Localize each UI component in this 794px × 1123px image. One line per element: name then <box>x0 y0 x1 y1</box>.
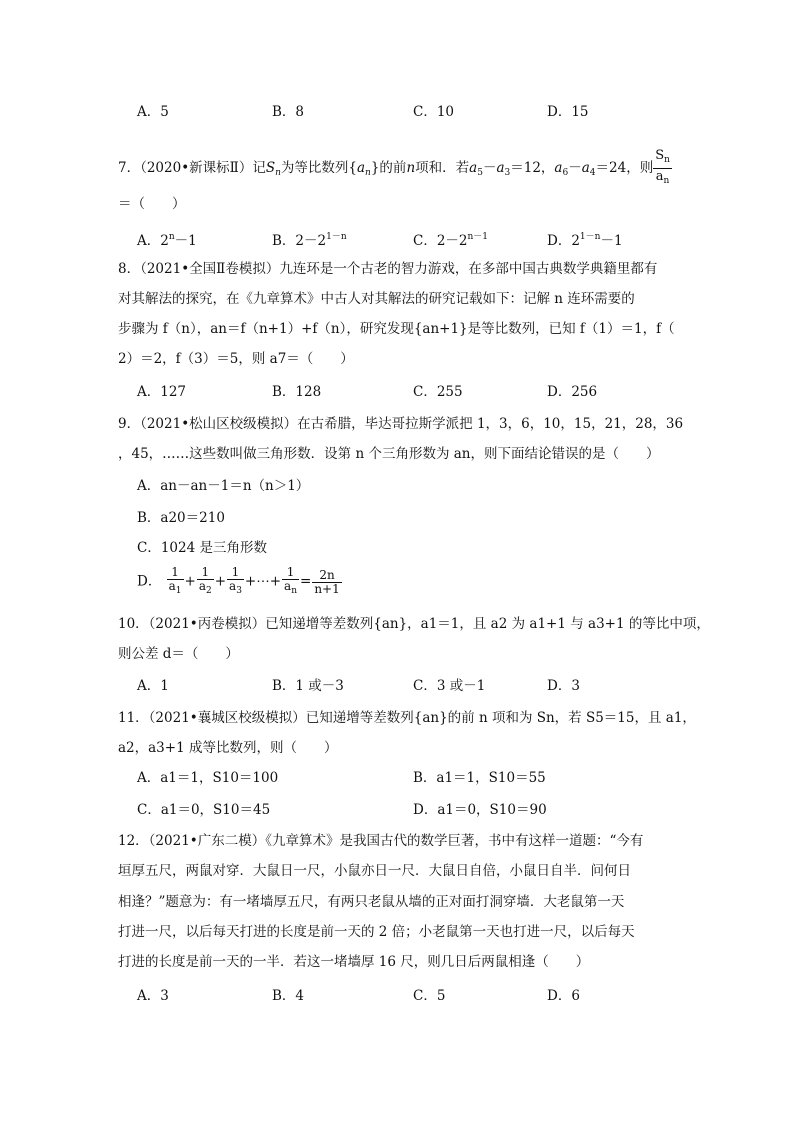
q12-stem-line5: 打进的长度是前一天的一半．若这一堵墙厚 16 尺，则几日后两鼠相逢（ ） <box>118 954 590 970</box>
question-number: 7． <box>118 160 141 176</box>
exponent: 1－n <box>326 232 347 242</box>
text: ＝12， <box>510 160 555 176</box>
q8-option-c[interactable]: C．255 <box>413 384 463 400</box>
q7-option-a[interactable] <box>137 227 197 251</box>
text: ＝24，则 <box>595 160 654 176</box>
q8-stem-line4: 2）＝2，f（3）＝5，则 a7＝（ ） <box>118 351 354 367</box>
fraction-1-over-a1: $\frac{1}{a_1}$ <box>168 565 182 596</box>
exponent: n－1 <box>467 232 489 242</box>
text: B．2－2 <box>272 233 327 249</box>
q9-option-d[interactable]: D． $\frac{1}{a_1}$ + $\frac{1}{a_2}$ + $\frac{1}{a_3}$ +⋯+ $\frac{1}{a_n}$ = $\frac{2n}{n+1}$ <box>137 565 340 596</box>
fraction-denominator: a <box>655 169 664 184</box>
option-label: D． <box>137 573 162 590</box>
text: D．2 <box>547 233 580 249</box>
fraction-1-over-a3: $\frac{1}{a_3}$ <box>229 565 242 596</box>
text: 项和．若 <box>415 160 470 176</box>
q9-option-c[interactable]: C．1024 是三角形数 <box>137 540 267 556</box>
q12-stem-line4: 打进一尺，以后每天打进的长度是前一天的 2 倍；小老鼠第一天也打进一尺，以后每天 <box>118 924 635 940</box>
fraction-1-over-an: $\frac{1}{a_n}$ <box>284 565 297 596</box>
q6-option-b[interactable]: B．8 <box>272 104 305 120</box>
text: －1 <box>174 233 197 249</box>
fraction-sn-over-an: $\frac{S_n}{a_n}$ <box>655 148 670 186</box>
fraction-1-over-a2: $\frac{1}{a_2}$ <box>198 565 212 596</box>
exponent: n <box>168 232 175 242</box>
q12-stem-line3: 相逢？”题意为：有一堵墙厚五尺，有两只老鼠从墙的正对面打洞穿墙．大老鼠第一天 <box>118 894 625 910</box>
text: －1 <box>600 233 623 249</box>
q8-option-d[interactable]: D．256 <box>547 384 598 400</box>
q10-stem-line1: 10．（2021•丙卷模拟）已知递增等差数列{an}，a1＝1，且 a2 为 a1+1 与 a3+1 的等比中项， <box>118 616 710 632</box>
q12-option-c[interactable]: C．5 <box>413 988 446 1004</box>
q7-stem-line2: ＝（ ） <box>118 196 186 212</box>
q7-option-d[interactable] <box>547 227 623 251</box>
q11-stem-line2: a2，a3+1 成等比数列，则（ ） <box>118 740 338 756</box>
q12-option-b[interactable]: B．4 <box>272 988 305 1004</box>
q7-stem: 7．（2020•新课标Ⅱ）记$S_n$为等比数列$\{a_n\}$的前n项和．若$a_5-a_3=12$，$a_6-a_4=24$，则 $\frac{S_n}{a_n}$ <box>118 148 672 189</box>
q8-stem-line2: 对其解法的探究，在《九章算术》中古人对其解法的研究记载如下：记解 n 连环需要的 <box>118 291 635 307</box>
q7-option-c[interactable] <box>413 227 488 251</box>
text: 为等比数列{ <box>280 160 357 176</box>
q10-option-b[interactable]: B．1 或－3 <box>272 678 344 694</box>
q12-stem-line1: 12．（2021•广东二模）《九章算术》是我国古代的数学巨著，书中有这样一道题：“今有 <box>118 833 644 849</box>
q8-option-b[interactable]: B．128 <box>272 384 322 400</box>
q7-option-b[interactable] <box>272 227 347 251</box>
q6-option-d[interactable]: D．15 <box>547 104 589 120</box>
text: － <box>482 160 497 176</box>
q12-option-a[interactable]: A．3 <box>137 988 169 1004</box>
q10-option-d[interactable]: D．3 <box>547 678 580 694</box>
exponent: 1－n <box>579 232 601 242</box>
q12-stem-line2: 垣厚五尺，两鼠对穿．大鼠日一尺，小鼠亦日一尺．大鼠日自倍，小鼠日自半．问何日 <box>118 863 631 879</box>
q10-option-c[interactable]: C．3 或－1 <box>413 678 486 694</box>
q11-option-c[interactable]: C．a1＝0，S10＝45 <box>137 802 271 818</box>
text: }的前 <box>370 160 407 176</box>
q9-stem-line2: ，45，……这些数叫做三角形数．设第 n 个三角形数为 an，则下面结论错误的是（ ） <box>118 446 660 462</box>
q9-stem-line1: 9．（2021•松山区校级模拟）在古希腊，毕达哥拉斯学派把 1，3，6，10，15，21，28，36 <box>118 416 684 432</box>
q9-option-a[interactable]: A．an－an－1＝n（n＞1） <box>137 478 310 494</box>
q10-stem-line2: 则公差 d＝（ ） <box>118 646 239 662</box>
q11-option-a[interactable]: A．a1＝1，S10＝100 <box>137 770 279 786</box>
q8-stem-line3: 步骤为 f（n），an＝f（n+1）+f（n），研究发现{an+1}是等比数列，已知 f（1）＝1，f（ <box>118 321 675 337</box>
q9-option-b[interactable]: B．a20＝210 <box>137 510 225 526</box>
fraction-numerator: S <box>655 148 665 163</box>
fraction-result: $\frac{2n}{n+1}$ <box>314 567 340 596</box>
q8-option-a[interactable]: A．127 <box>137 384 187 400</box>
q11-option-d[interactable]: D．a1＝0，S10＝90 <box>413 802 547 818</box>
q8-stem-line1: 8．（2021•全国Ⅱ卷模拟）九连环是一个古老的智力游戏，在多部中国古典数学典籍里都有 <box>118 261 658 277</box>
text: A．2 <box>137 233 169 249</box>
q6-option-c[interactable]: C．10 <box>413 104 455 120</box>
q11-stem-line1: 11．（2021•襄城区校级模拟）已知递增等差数列{an}的前 n 项和为 Sn，若 S5＝15，且 a1， <box>118 710 696 726</box>
q11-option-b[interactable]: B．a1＝1，S10＝55 <box>413 770 546 786</box>
q10-option-a[interactable]: A．1 <box>137 678 169 694</box>
q6-option-a[interactable]: A．5 <box>137 104 169 120</box>
text: 记 <box>252 160 266 176</box>
text: － <box>568 160 582 176</box>
text: C．2－2 <box>413 233 468 249</box>
q12-option-d[interactable]: D．6 <box>547 988 580 1004</box>
question-source: （2020•新课标Ⅱ） <box>140 160 253 176</box>
